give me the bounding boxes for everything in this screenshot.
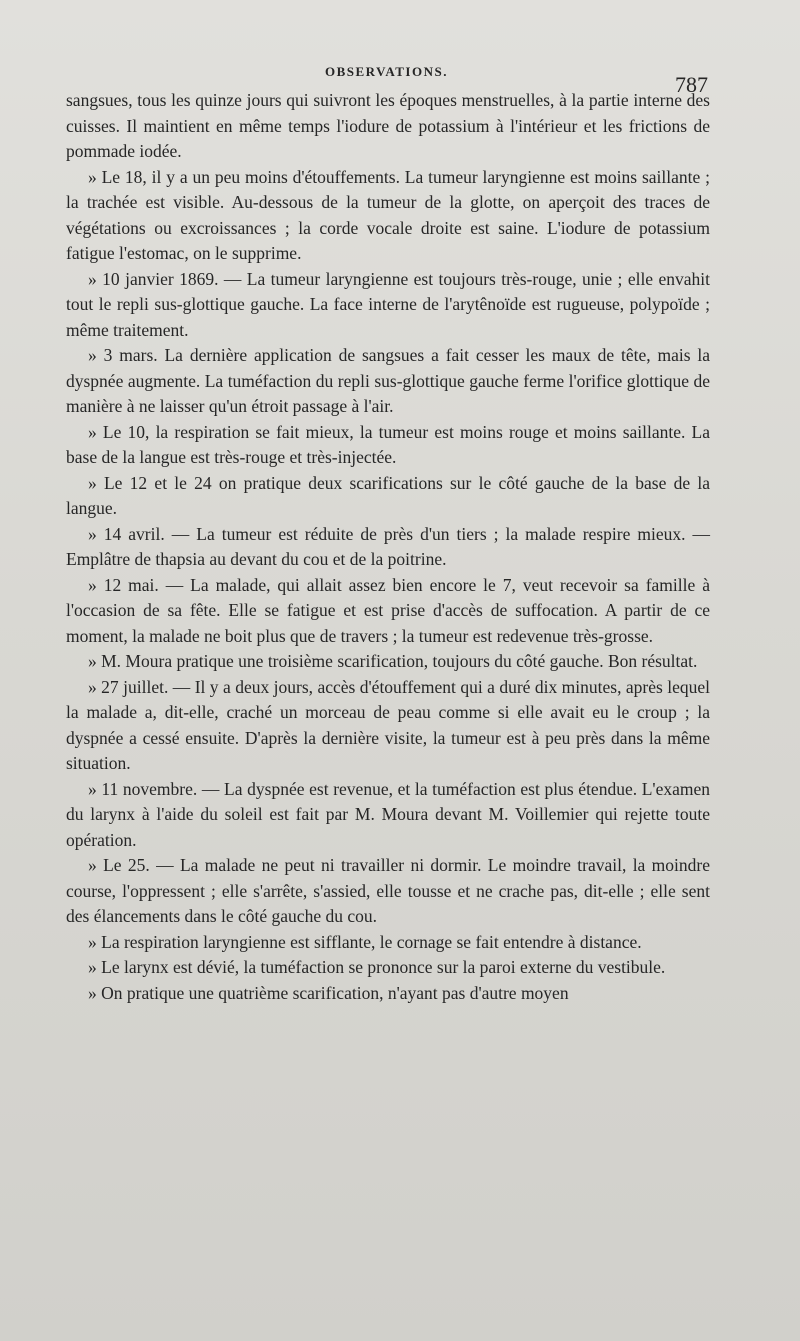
page-number: 787 xyxy=(675,72,708,97)
paragraph: » Le 12 et le 24 on pratique deux scarifications sur le côté gauche de la base de la langue. xyxy=(66,472,710,518)
paragraph: » 3 mars. La dernière application de sangsues a fait cesser les maux de tête, mais la dyspnée augmente. La tuméfaction du repli sus-glottique gauche ferme l'orifice glottique de manière à ne laisser qu'un étroit passage à l'air. xyxy=(66,345,710,416)
running-head: OBSERVATIONS. xyxy=(325,64,448,79)
paragraph: » 12 mai. — La malade, qui allait assez bien encore le 7, veut recevoir sa famille à l'occasion de sa fête. Elle se fatigue et est prise d'accès de suffocation. A partir de ce moment, la malade ne boit plus que de travers ; la tumeur est redevenue très-grosse. xyxy=(66,574,710,646)
paragraph: » 11 novembre. — La dyspnée est revenue, et la tuméfaction est plus étendue. L'examen du larynx à l'aide du soleil est fait par M. Moura devant M. Voillemier qui rejette toute opération. xyxy=(66,778,710,850)
paragraph: » Le 25. — La malade ne peut ni travailler ni dormir. Le moindre travail, la moindre course, l'oppressent ; elle s'arrête, s'assied, elle tousse et ne crache pas, dit-elle ; elle sent des élancements dans le côté gauche du cou. xyxy=(66,855,710,926)
paragraph: » Le 18, il y a un peu moins d'étouffements. La tumeur laryngienne est moins saillante ; la trachée est visible. Au-dessous de la tumeur de la glotte, on aperçoit des traces de végétations ou excroissances ; la corde vocale droite est saine. L'iodure de potassium fatigue l'estomac, on le supprime. xyxy=(66,166,710,263)
paragraph: » M. Moura pratique une troisième scarification, toujours du côté gauche. Bon résultat. xyxy=(88,651,698,671)
paragraph: » Le 10, la respiration se fait mieux, la tumeur est moins rouge et moins saillante. La base de la langue est très-rouge et très-injectée. xyxy=(66,421,710,467)
paragraph: » 10 janvier 1869. — La tumeur laryngienne est toujours très-rouge, unie ; elle envahit tout le repli sus-glottique gauche. La face interne de l'arytênoïde est rugueuse, polypoïde ; même traitement. xyxy=(66,268,710,340)
body-text xyxy=(66,88,710,1006)
paragraph: sangsues, tous les quinze jours qui suivront les époques menstruelles, à la partie interne des cuisses. Il maintient en même temps l'iodure de potassium à l'intérieur et les frictions de pommade iodée. xyxy=(66,90,710,161)
paragraph: » On pratique une quatrième scarification, n'ayant pas d'autre moyen xyxy=(88,982,569,1003)
paragraph: » La respiration laryngienne est sifflante, le cornage se fait entendre à distance. xyxy=(88,931,642,952)
paragraph: » 14 avril. — La tumeur est réduite de près d'un tiers ; la malade respire mieux. — Emplâtre de thapsia au devant du cou et de la poitrine. xyxy=(66,523,710,569)
paragraph: » 27 juillet. — Il y a deux jours, accès d'étouffement qui a duré dix minutes, après lequel la malade a, dit-elle, craché un morceau de peau comme si elle avait eu le croup ; la dyspnée a cessé ensuite. D'après la dernière visite, la tumeur est à peu près dans la même situation. xyxy=(66,676,710,773)
paragraph: » Le larynx est dévié, la tuméfaction se prononce sur la paroi externe du vestibule. xyxy=(88,957,666,977)
